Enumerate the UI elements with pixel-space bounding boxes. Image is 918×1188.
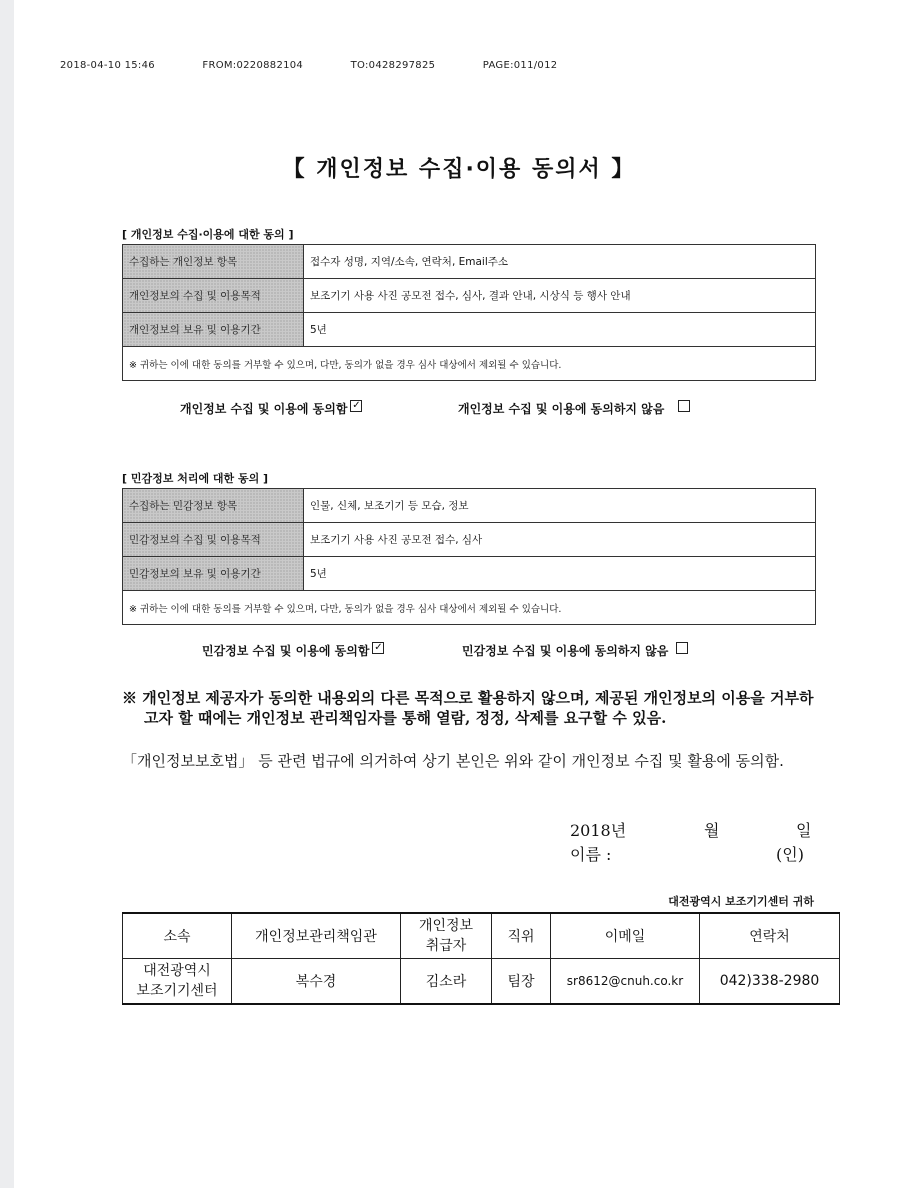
addressee: 대전광역시 보조기기센터 귀하 (668, 895, 814, 908)
personal-agree-option[interactable] (180, 400, 362, 417)
header-manager: 개인정보관리책임관 (232, 913, 401, 959)
table-row (123, 245, 816, 279)
org-line2: 보조기기센터 (136, 983, 218, 999)
sensitive-consent-table (122, 488, 816, 625)
sign-day: 일 (796, 821, 812, 840)
header-phone: 연락처 (700, 913, 840, 959)
agree-checkbox[interactable]: ✓ (352, 400, 361, 411)
agree-label: 개인정보 수집 및 이용에 동의함 (180, 402, 348, 416)
cell-handler: 김소라 (401, 959, 492, 1005)
refusal-note: ※ 귀하는 이에 대한 동의를 거부할 수 있으며, 다만, 동의가 없을 경우 심사 대상에서 제외될 수 있습니다. (123, 347, 816, 381)
contact-table (122, 912, 840, 1005)
header-handler (401, 913, 492, 959)
seal-mark: (인) (776, 845, 804, 864)
personal-consent-table (122, 244, 816, 381)
cell-email[interactable]: sr8612@cnuh.co.kr (551, 959, 700, 1005)
row-value: 보조기기 사용 사진 공모전 접수, 심사 (304, 523, 816, 557)
cell-position: 팀장 (492, 959, 551, 1005)
law-statement: 「개인정보보호법」 등 관련 법규에 의거하여 상기 본인은 위와 같이 개인정보 수집 및 활용에 동의함. (122, 752, 784, 770)
sign-month: 월 (704, 821, 720, 840)
header-email: 이메일 (551, 913, 700, 959)
table-row (123, 959, 840, 1005)
personal-disagree-option[interactable] (458, 400, 690, 417)
row-label: 민감정보의 수집 및 이용목적 (123, 523, 304, 557)
cell-phone: 042)338-2980 (700, 959, 840, 1005)
disagree-checkbox[interactable] (676, 642, 688, 654)
agree-checkbox[interactable]: ✓ (374, 642, 383, 653)
personal-section-label: [ 개인정보 수집·이용에 대한 동의 ] (122, 228, 294, 241)
header-handler-line1: 개인정보 (418, 918, 474, 934)
org-line1: 대전광역시 (143, 963, 211, 979)
header-position: 직위 (492, 913, 551, 959)
row-label: 민감정보의 보유 및 이용기간 (123, 557, 304, 591)
row-label: 개인정보의 수집 및 이용목적 (123, 279, 304, 313)
sensitive-disagree-option[interactable] (462, 642, 688, 659)
fax-page: PAGE:011/012 (482, 60, 558, 71)
table-row (123, 557, 816, 591)
name-label: 이름 : (570, 845, 612, 864)
refusal-note: ※ 귀하는 이에 대한 동의를 거부할 수 있으며, 다만, 동의가 없을 경우 심사 대상에서 제외될 수 있습니다. (123, 591, 816, 625)
disagree-label: 민감정보 수집 및 이용에 동의하지 않음 (462, 644, 669, 658)
table-row (123, 347, 816, 381)
fax-datetime: 2018-04-10 15:46 (60, 60, 155, 71)
agree-label: 민감정보 수집 및 이용에 동의함 (202, 644, 370, 658)
row-value: 접수자 성명, 지역/소속, 연락처, Email주소 (304, 245, 816, 279)
disagree-checkbox[interactable] (678, 400, 690, 412)
table-row (123, 313, 816, 347)
row-label: 개인정보의 보유 및 이용기간 (123, 313, 304, 347)
sensitive-agree-option[interactable] (202, 642, 384, 659)
notice-paragraph: ※ 개인정보 제공자가 동의한 내용외의 다른 목적으로 활용하지 않으며, 제공된 개인정보의 이용을 거부하고자 할 때에는 개인정보 관리책임자를 통해 열람, 정정, 삭제를 요구할 수 있음. (122, 689, 814, 727)
fax-to: TO:0428297825 (350, 60, 436, 71)
header-handler-line2: 취급자 (425, 938, 467, 954)
sensitive-section-label: [ 민감정보 처리에 대한 동의 ] (122, 472, 269, 485)
table-row (123, 523, 816, 557)
row-value: 인물, 신체, 보조기기 등 모습, 정보 (304, 489, 816, 523)
cell-org (123, 959, 232, 1005)
table-row (123, 279, 816, 313)
table-header-row (123, 913, 840, 959)
document-title: 【 개인정보 수집·이용 동의서 】 (282, 157, 636, 182)
row-label: 수집하는 민감정보 항목 (123, 489, 304, 523)
row-label: 수집하는 개인정보 항목 (123, 245, 304, 279)
row-value: 5년 (304, 557, 816, 591)
row-value: 5년 (304, 313, 816, 347)
fax-from: FROM:0220882104 (202, 60, 304, 71)
row-value: 보조기기 사용 사진 공모전 접수, 심사, 결과 안내, 시상식 등 행사 안내 (304, 279, 816, 313)
table-row (123, 489, 816, 523)
disagree-label: 개인정보 수집 및 이용에 동의하지 않음 (458, 402, 665, 416)
cell-manager: 복수경 (232, 959, 401, 1005)
fax-header (60, 60, 601, 71)
header-org: 소속 (123, 913, 232, 959)
table-row (123, 591, 816, 625)
sign-year: 2018년 (570, 821, 627, 840)
